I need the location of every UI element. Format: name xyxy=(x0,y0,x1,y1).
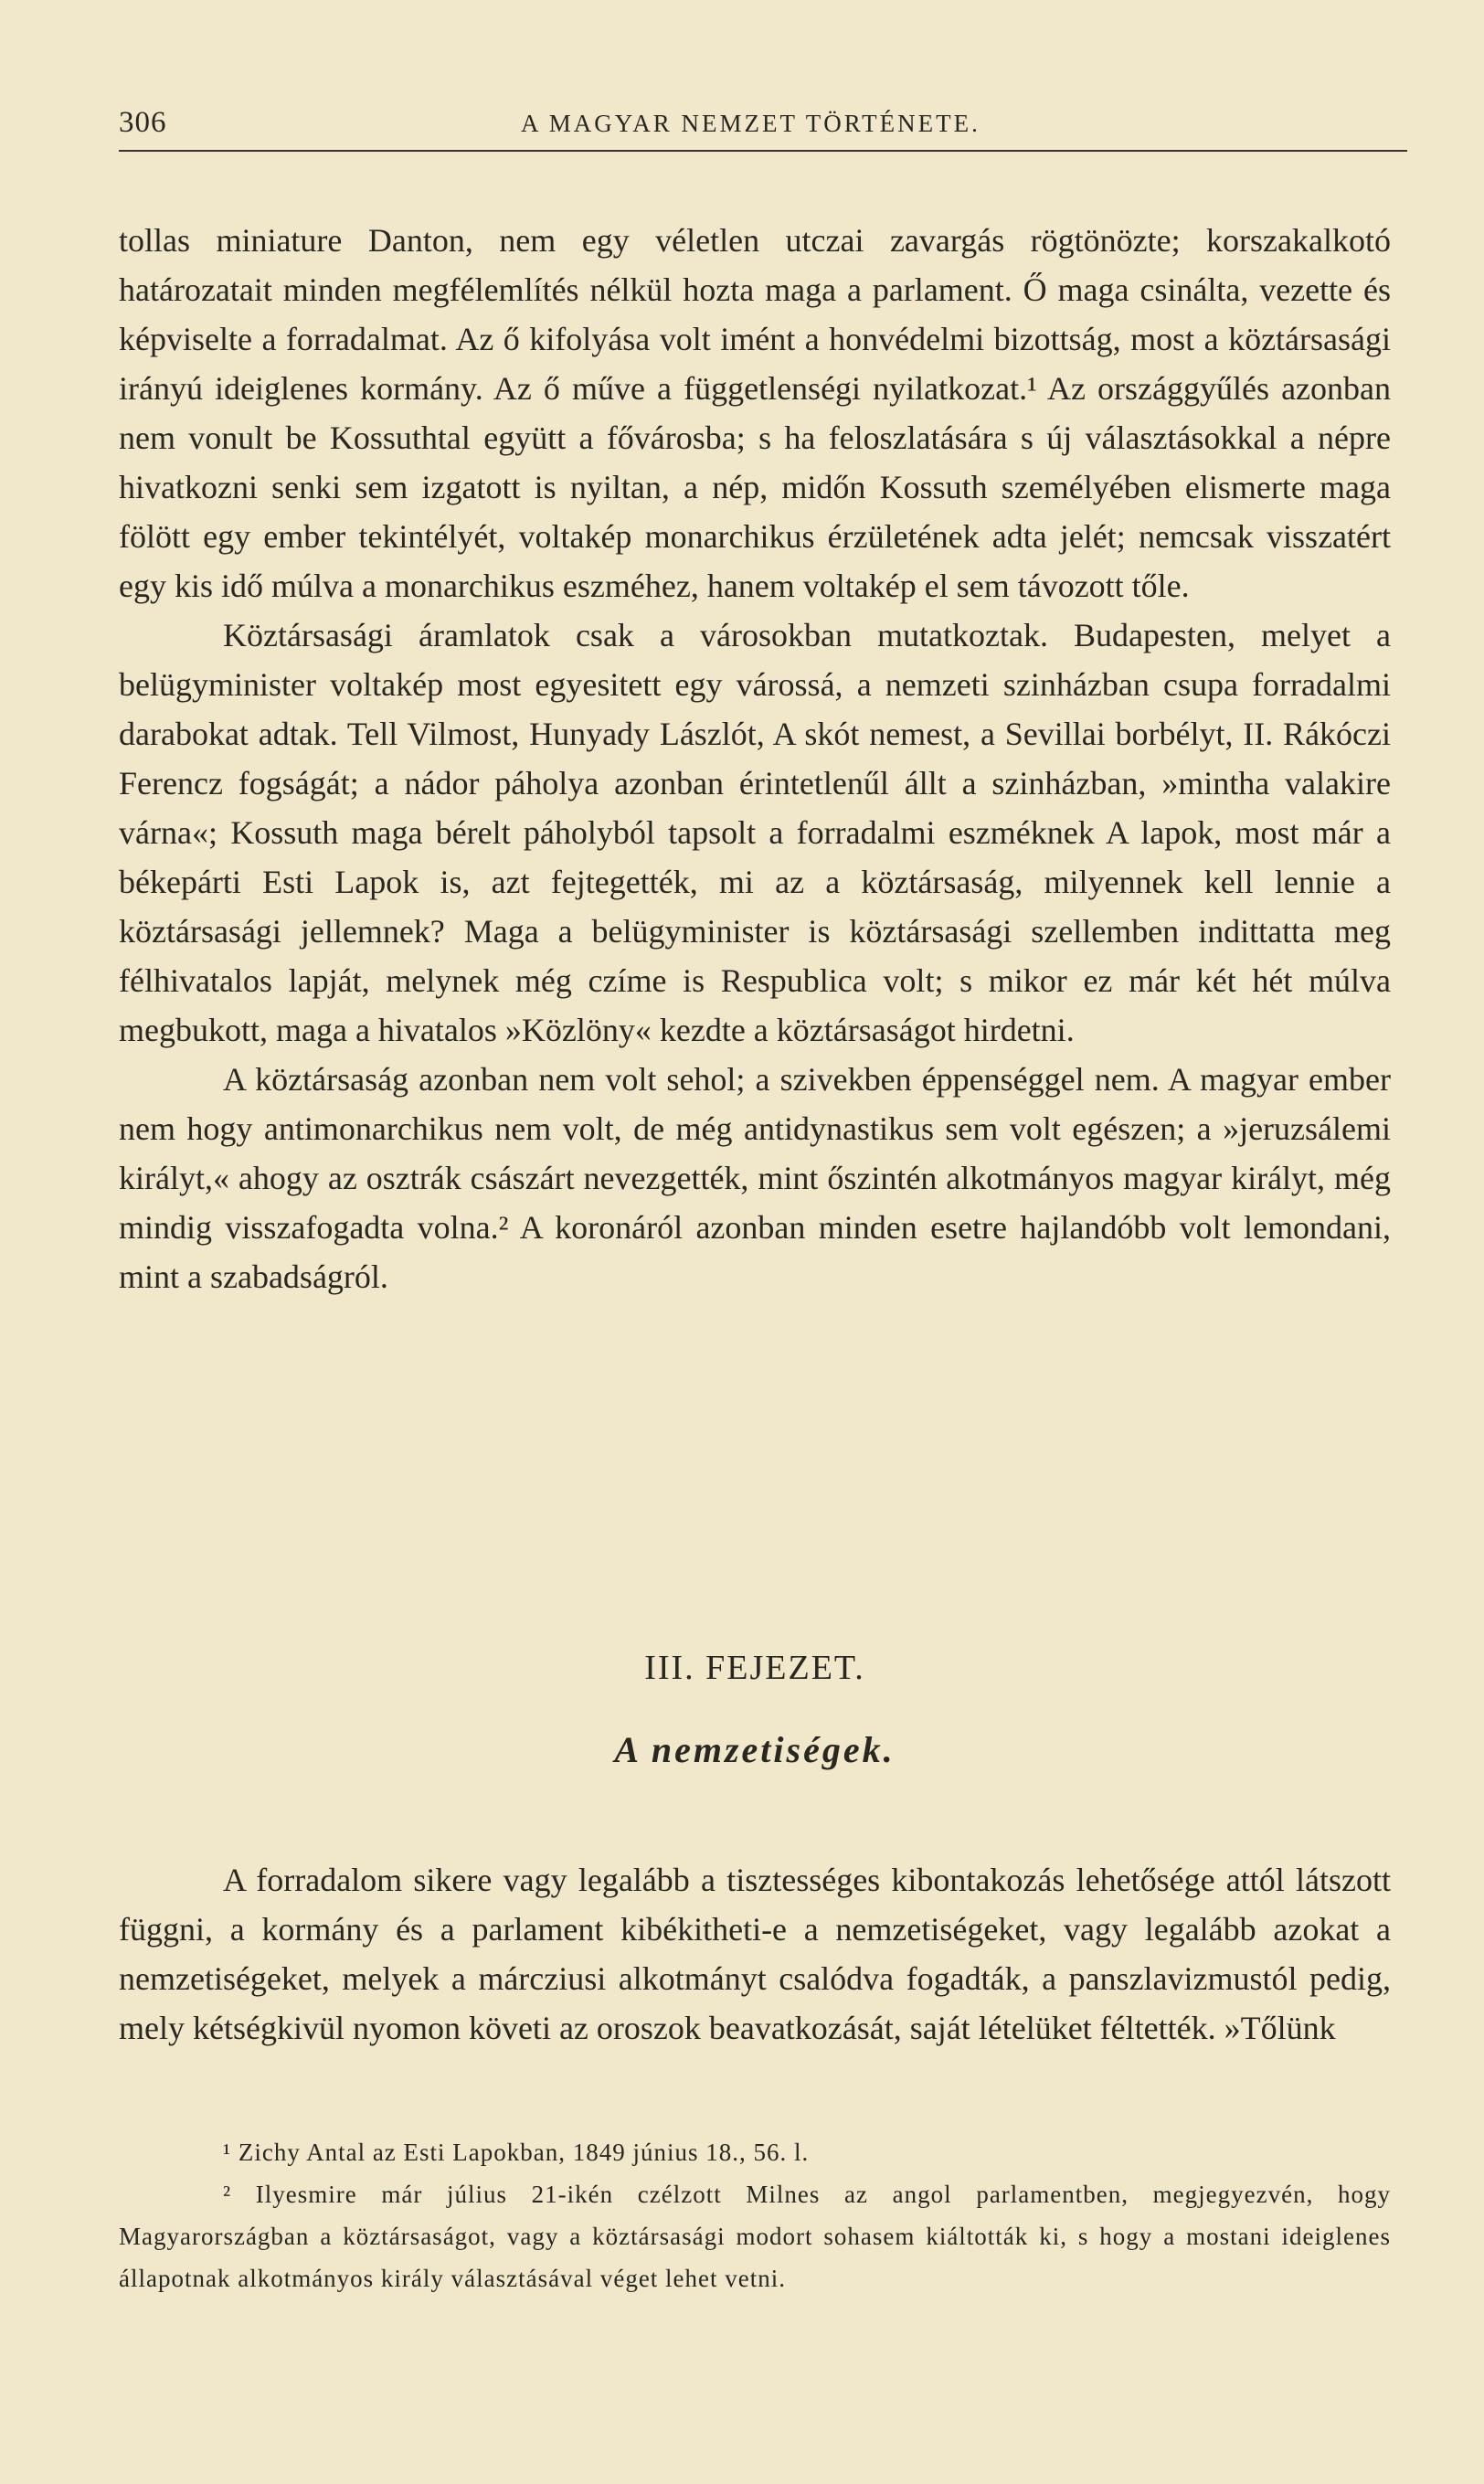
paragraph-1: tollas miniature Danton, nem egy véletlen utczai zavargás rögtönözte; korszakalkotó határozatait minden megfélemlítés nélkül hozta maga a parlament. Ő maga csinálta, vezette és képviselte a forradalmat. Az ő kifolyása volt imént a honvédelmi bizottság, most a köztársasági irányú ideiglenes kormány. Az ő műve a függetlenségi nyilatkozat.¹ Az országgyűlés azonban nem vonult be Kossuthtal együtt a fővárosba; s ha feloszlatására s új választásokkal a népre hivatkozni senki sem izgatott is nyiltan, a nép, midőn Kossuth személyében elismerte maga fölött egy ember tekintélyét, voltakép monarchikus érzületének adta jelét; nemcsak visszatért egy kis idő múlva a monarchikus eszméhez, hanem voltakép el sem távozott tőle. xyxy=(119,222,1391,604)
chapter-heading xyxy=(119,1645,1391,1773)
paragraph-3: A köztársaság azonban nem volt sehol; a szivekben éppenséggel nem. A magyar ember nem hogy antimonarchikus nem volt, de még antidynastikus sem volt egészen; a »jeruzsálemi királyt,« ahogy az osztrák császárt nevezgették, mint őszintén alkotmányos magyar királyt, még mindig visszafogadta volna.² A koronáról azonban minden esetre hajlandóbb volt lemondani, mint a szabadságról. xyxy=(119,1061,1391,1295)
footnote-1: ¹ Zichy Antal az Esti Lapokban, 1849 június 18., 56. l. xyxy=(223,2139,810,2166)
header-rule xyxy=(119,150,1407,152)
paragraph-2: Köztársasági áramlatok csak a városokban mutatkoztak. Budapesten, melyet a belügyminister voltakép most egyesitett egy várossá, a nemzeti szinházban csupa forradalmi darabokat adtak. Tell Vilmost, Hunyady Lászlót, A skót nemest, a Sevillai borbélyt, II. Rákóczi Ferencz fogságát; a nádor páholya azonban érintetlenűl állt a szinházban, »mintha valakire várna«; Kossuth maga bérelt páholyból tapsolt a forradalmi eszméknek A lapok, most már a békepárti Esti Lapok is, azt fejtegették, mi az a köztársaság, milyennek kell lennie a köztársasági jellemnek? Maga a belügyminister is köztársasági szellemben indittatta meg félhivatalos lapját, melynek még czíme is Respublica volt; s mikor ez már két hét múlva megbukott, maga a hivatalos »Közlöny« kezdte a köztársaságot hirdetni. xyxy=(119,617,1391,1048)
footnote-2: ² Ilyesmire már július 21-ikén czélzott Milnes az angol parlamentben, megjegyezvén, hogy Magyarországban a köztársaságot, vagy a köztársasági modort sohasem kiáltották ki, s hogy a mostani ideiglenes állapotnak alkotmányos király választásával véget lehet vetni. xyxy=(119,2181,1391,2292)
chapter-text xyxy=(119,1855,1391,2053)
page-header xyxy=(119,101,1407,146)
page-number: 306 xyxy=(119,106,167,139)
chapter-number: III. FEJEZET. xyxy=(644,1649,865,1687)
chapter-title: A nemzetiségek. xyxy=(614,1729,896,1770)
running-head: A MAGYAR NEMZET TÖRTÉNETE. xyxy=(521,110,980,137)
chapter-paragraph-1: A forradalom sikere vagy legalább a tisztességes kibontakozás lehetősége attól látszott függni, a kormány és a parlament kibékitheti-e a nemzetiségeket, vagy legalább azokat a nemzetiségeket, melyek a márcziusi alkotmányt csalódva fogadták, a panszlavizmustól pedig, mely kétségkivül nyomon követi az oroszok beavatkozását, saját lételüket féltették. »Tőlünk xyxy=(119,1862,1391,2046)
main-text xyxy=(119,216,1391,1301)
footnotes xyxy=(119,2131,1391,2299)
